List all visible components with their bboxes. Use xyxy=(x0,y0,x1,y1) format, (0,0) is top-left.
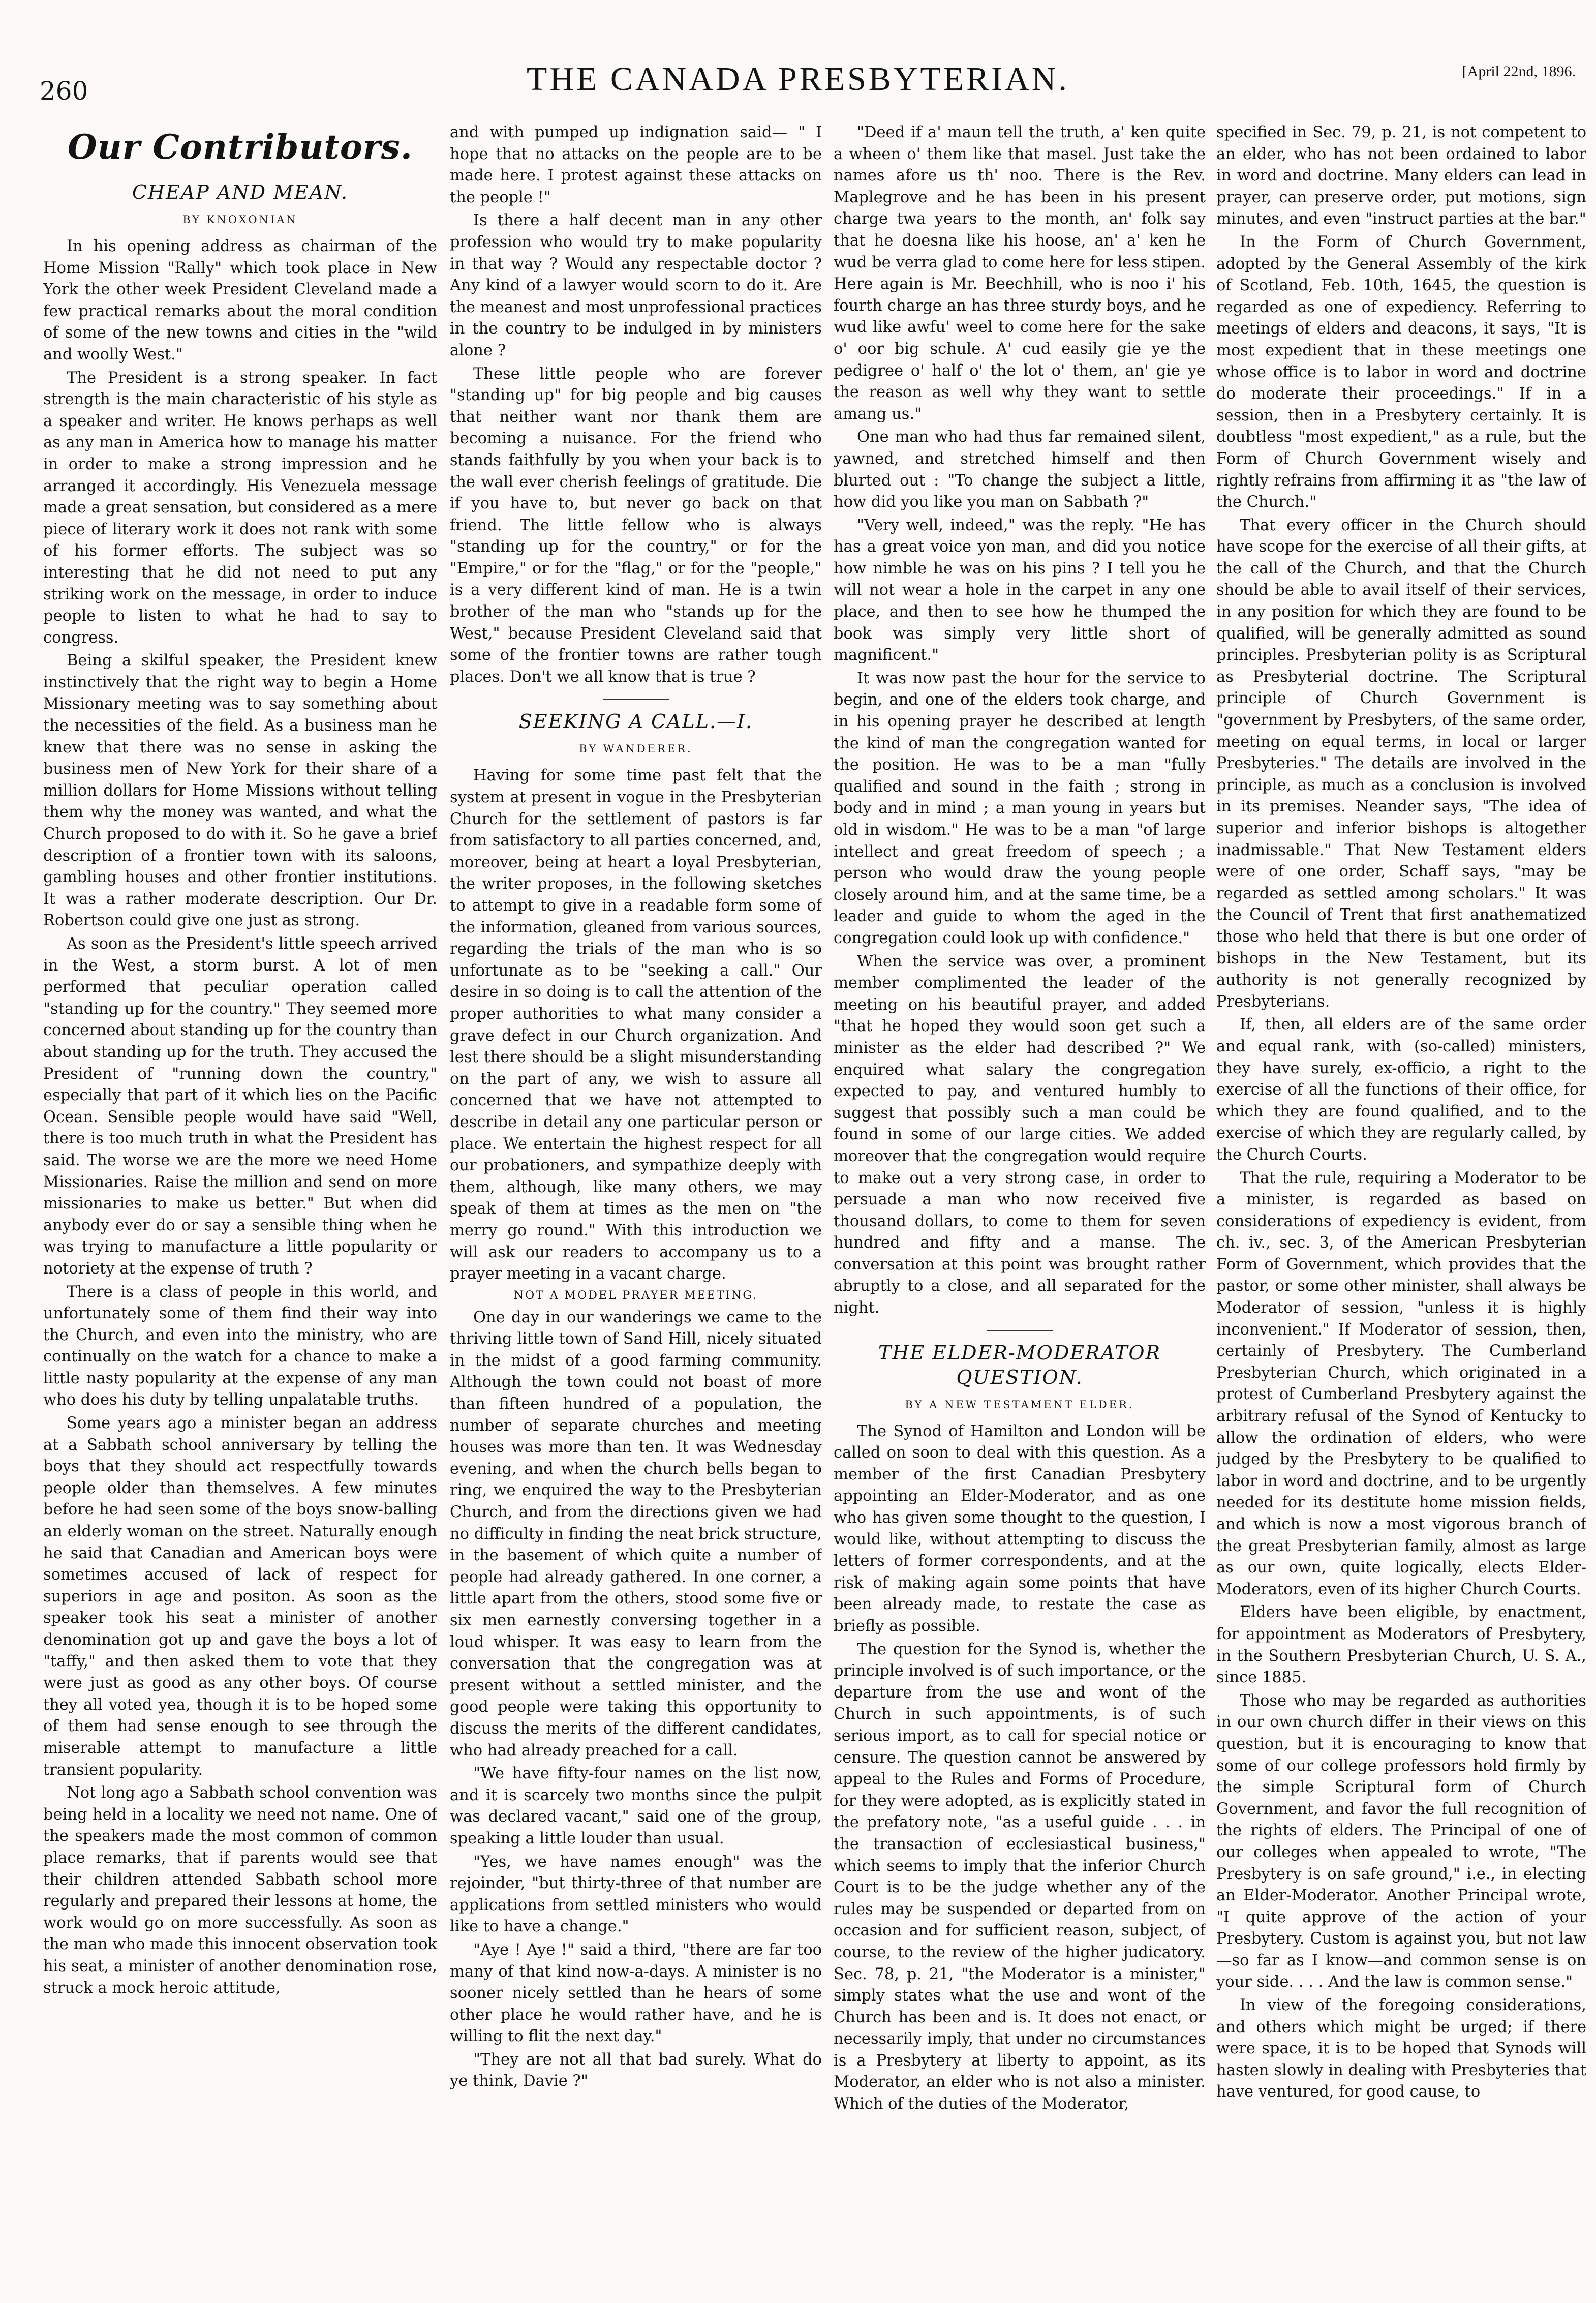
article-title-elder-moderator: THE ELDER-MODERATOR QUESTION. xyxy=(878,1341,1161,1388)
paragraph: specified in Sec. 79, p. 21, is not competent to an elder, who has not been ordained to labor in word and doctrine. Many elders can lead in prayer, can preserve order, put motions, sign minutes, and even "instruct parties at the bar." xyxy=(1216,124,1586,228)
paragraph: When the service was over, a prominent member complimented the leader of the meeting on his beautiful prayer, and added "that he hoped they would soon get such a minister as the elder had described ?" We enquired what salary the congregation expected to pay, and ventured humbly to suggest that possibly such a man could be found in some of our large cities. We added moreover that the congregation would require to make out a very strong case, in order to persuade a man who now received five thousand dollars, to come to them for seven hundred and fifty and a manse. The conversation at this point was brought rather abruptly to a close, and all separated for the night. xyxy=(834,952,1206,1317)
column-3 xyxy=(834,122,1206,2283)
issue-date: [April 22nd, 1896. xyxy=(1462,63,1576,80)
column-2 xyxy=(450,122,822,2283)
paragraph: In his opening address as chairman of the Home Mission "Rally" which took place in New York the other week President Cleveland made a few practical remarks about the moral condition of some of the new towns and cities in the "wild and woolly West." xyxy=(43,237,437,363)
paragraph: "We have fifty-four names on the list now, and it is scarcely two months since the pulpit was declared vacant," said one of the group, speaking a little louder than usual. xyxy=(450,1765,822,1847)
article-title-seeking-a-call: SEEKING A CALL.—I. xyxy=(518,710,753,733)
paragraph: "Aye ! Aye !" said a third, "there are far too many of that kind now-a-days. A minister is no sooner nicely settled than he hears of some other place he would rather have, and he is willing to flit the next day." xyxy=(450,1941,822,2046)
paragraph: Is there a half decent man in any other profession who would try to make popularity in that way ? Would any respectable doctor ? Any kind of a lawyer would scorn to do it. Are the meanest and most unprofessional practices in the country to be indulged in by ministers alone ? xyxy=(450,211,822,359)
paragraph: and with pumped up indignation said— " I hope that no attacks on the people are to be made here. I protest against these attacks on the people !" xyxy=(450,124,822,206)
paragraph: Not long ago a Sabbath school convention was being held in a locality we need not name. One of the speakers made the most common of common place remarks, that if parents would see that their children attended Sabbath school more regularly and prepared their lessons at home, the work would go on more successfully. As soon as the man who made this innocent observation took his seat, a minister of another denomination rose, struck a mock heroic attitude, xyxy=(43,1784,437,1997)
paragraph: These little people who are forever "standing up" for big people and big causes that neither want nor thank them are becoming a nuisance. For the friend who stands faithfully by you when your back is to the wall ever cherish feelings of gratitude. Die if you have to, but never go back on that friend. The little fellow who is always "standing up for the country," or for the "Empire," or for the "flag," or for the "people," is a very different kind of man. He is a twin brother of the man who "stands up for the West," because President Cleveland said that some of the frontier towns are rather tough places. Don't we all know that is true ? xyxy=(450,365,822,686)
masthead: THE CANADA PRESBYTERIAN. xyxy=(527,60,1069,98)
paragraph: If, then, all elders are of the same order and equal rank, with (so-called) ministers, they have surely, ex-officio, a right to the exercise of all the functions of their office, for which they are found qualified, and to the exercise of which they are regularly called, by the Church Courts. xyxy=(1216,1016,1586,1164)
section-title: Our Contributors. xyxy=(68,127,413,167)
column-4 xyxy=(1216,122,1586,2283)
paragraph: The question for the Synod is, whether the principle involved is of such importance, or the departure from the use and wont of the Church in such appointments, is of such serious import, as to call for special notice or censure. The question cannot be answered by appeal to the Rules and Forms of Procedure, for they were adopted, as is explicitly stated in the prefatory note, "as a useful guide . . . in the transaction of ecclesiastical business," which seems to imply that the inferior Church Court is to be the judge whether any of the rules may be suspended or departed from on occasion and for sufficient reason, subject, of course, to the review of the higher judicatory. Sec. 78, p. 21, "the Moderator is a minister," simply states what the use and wont of the Church has been and is. It does not enact, or necessarily imply, that under no circumstances is a Presbytery at liberty to appoint, as its Moderator, an elder who is not also a minister. Which of the duties of the Moderator, xyxy=(834,1640,1206,2113)
paragraph: Having for some time past felt that the system at present in vogue in the Presbyterian Church for the settlement of pastors is far from satisfactory to all parties concerned, and, moreover, being at heart a loyal Presbyterian, the writer proposes, in the following sketches to attempt to give in a readable form some of the information, gleaned from various sources, regarding the trials of the man who is so unfortunate as to be "seeking a call." Our desire in so doing is to call the attention of the proper authorities to what many consider a grave defect in our Church organization. And lest there should be a slight misunderstanding on the part of any, we wish to assure all concerned that we have not attempted to describe in detail any one particular person or place. We entertain the highest respect for all our probationers, and sympathize deeply with them, although, like many others, we may speak of them at times as the men on "the merry go round." With this introduction we will ask our readers to accompany us to a prayer meeting in a vacant charge. xyxy=(450,767,822,1283)
paragraph: One man who had thus far remained silent, yawned, and stretched himself and then blurted out : "To change the subject a little, how did you like you man on Sabbath ?" xyxy=(834,428,1206,511)
paragraph: "Deed if a' maun tell the truth, a' ken quite a wheen o' them like that masel. Just take the names afore us th' noo. There is the Rev. Maplegrove and he has been in his present charge twa years to the month, an' folk say that he doesna like his hoose, an' a' ken he wud be verra glad to come here for less stipen. Here again is Mr. Beechhill, who is noo i' his fourth charge an has three sturdy boys, and he wud like awfu' weel to come here for the sake o' oor big schule. A' cud easily gie ye the pedigree o' half o' the lot o' them, an' gie ye the reason as well why they want to settle amang us." xyxy=(834,124,1206,423)
paragraph: That every officer in the Church should have scope for the exercise of all their gifts, at the call of the Church, and that the Church should be able to avail itself of their services, in any position for which they are found to be qualified, will be generally admitted as sound principles. Presbyterian polity is as Scriptural as Presbyterial doctrine. The Scriptural principle of Church Government is "government by Presbyters, of the same order, meeting on equal terms, in local or larger Presbyteries." The details are involved in the principle, as much as a conclusion is involved in its premises. Neander says, "The idea of superior and inferior bishops is altogether inadmissable." That New Testament elders were of one order, Schaff says, "may be regarded as settled among scholars." It was the Council of Trent that first anathematized those who held that there is but one order of bishops in the New Testament, but its authority is not generally recognized by Presbyterians. xyxy=(1216,516,1586,1011)
paragraph: "Yes, we have names enough" was the rejoinder, "but thirty-three of that number are applications from settled ministers who would like to have a change." xyxy=(450,1853,822,1936)
article-title-cheap-and-mean: CHEAP AND MEAN. xyxy=(132,181,349,203)
subheading-prayer-meeting: NOT A MODEL PRAYER MEETING. xyxy=(513,1289,758,1302)
column-1 xyxy=(43,122,437,2283)
paragraph: One day in our wanderings we came to the thriving little town of Sand Hill, nicely situated in the midst of a good farming community. Although the town could not boast of more than fifteen hundred of a population, the number of separate churches and meeting houses was more than ten. It was Wednesday evening, and when the church bells began to ring, we enquired the way to the Presbyterian Church, and from the directions given we had no difficulty in finding the neat brick structure, in the basement of which quite a number of people had already gathered. In one corner, a little apart from the others, stood some five or six men earnestly conversing together in a loud whisper. It was easy to learn from the conversation that the congregation was at present without a settled minister, and the good people were taking this opportunity to discuss the merits of the different candidates, who had already preached for a call. xyxy=(450,1308,822,1760)
paragraph: As soon as the President's little speech arrived in the West, a storm burst. A lot of men performed that peculiar operation called "standing up for the country." They seemed more concerned about standing up for the country than about standing up for the truth. They accused the President of "running down the country," especially that part of it which lies on the Pacific Ocean. Sensible people would have said "Well, there is too much truth in what the President has said. The worse we are the more we need Home Missionaries. Raise the million and send on more missionaries to make us better." But when did anybody ever do or say a sensible thing when he was trying to manufacture a little popularity or notoriety at the expense of truth ? xyxy=(43,935,437,1278)
byline-new-testament-elder: BY A NEW TESTAMENT ELDER. xyxy=(905,1398,1134,1411)
page-number: 260 xyxy=(40,76,88,106)
paragraph: The President is a strong speaker. In fact strength is the main characteristic of his style as a speaker and writer. He knows perhaps as well as any man in America how to manage his matter in order to make a strong impression and he arranged it accordingly. His Venezuela message made a great sensation, but considered as a mere piece of literary work it does not rank with some of his former efforts. The subject was so interesting that he did not need to put any striking work on the message, in order to induce people to listen to what he had to say to congress. xyxy=(43,369,437,647)
paragraph: Being a skilful speaker, the President knew instinctively that the right way to begin a Home Missionary meeting was to say something about the necessities of the field. As a business man he knew that there was no sense in asking the business men of New York for their share of a million dollars for Home Missions without telling them why the money was wanted, and what the Church proposed to do with it. So he gave a brief description of a frontier town with its saloons, gambling houses and other frontier institutions. It was a rather moderate description. Our Dr. Robertson could give one just as strong. xyxy=(43,652,437,930)
paragraph: "Very well, indeed," was the reply. "He has has a great voice yon man, and did you notice how nimble he was on his pins ? I tell you he will not wear a hole in the carpet in any one place, and then to see how he thumped the book was simply very little short of magnificent." xyxy=(834,516,1206,664)
paragraph: In the Form of Church Government, adopted by the General Assembly of the kirk of Scotland, Feb. 10th, 1645, the question is regarded as one of expediency. Referring to meetings of elders and deacons, it says, "It is most expedient that in these meetings one whose office is to labor in word and doctrine do moderate their proceedings." If in a session, then in a Presbytery certainly. It is doubtless "most expedient," as a rule, but the Form of Church Government wisely and rightly refrains from affirming it as "the law of the Church." xyxy=(1216,233,1586,511)
byline-knoxonian: BY KNOXONIAN xyxy=(182,214,298,226)
paragraph: There is a class of people in this world, and unfortunately some of them find their way into the Church, and even into the ministry, who are continually on the watch for a chance to make a little nasty popularity at the expense of any man who does his duty by telling unpalatable truths. xyxy=(43,1283,437,1409)
paragraph: Those who may be regarded as authorities in our own church differ in their views on this question, but it is encouraging to know that some of our college professors hold firmly by the simple Scriptural form of Church Government, and favor the full recognition of the rights of elders. The Principal of one of our colleges when appealed to wrote, "The Presbytery is on safe ground," i.e., in electing an Elder-Moderator. Another Principal wrote, "I quite approve of the action of your Presbytery. Custom is against you, but not law—so far as I know—and common sense is on your side. . . . And the law is common sense." xyxy=(1216,1691,1586,1991)
paragraph: The Synod of Hamilton and London will be called on soon to deal with this question. As a member of the first Canadian Presbytery appointing an Elder-Moderator, and as one who has given some thought to the question, I would like, without attempting to discuss the letters of former correspondents, and at the risk of making again some points that have been already made, to restate the case as briefly as possible. xyxy=(834,1422,1206,1635)
paragraph: Elders have been eligible, by enactment, for appointment as Moderators of Presbytery, in the Southern Presbyterian Church, U. S. A., since 1885. xyxy=(1216,1603,1586,1687)
paragraph: "They are not all that bad surely. What do ye think, Davie ?" xyxy=(450,2050,822,2090)
article-divider xyxy=(603,699,669,700)
byline-wanderer: BY WANDERER. xyxy=(579,743,693,755)
paragraph: That the rule, requiring a Moderator to be a minister, is regarded as based on considerations of expediency is evident, from ch. iv., sec. 3, of the American Presbyterian Form of Government, which provides that the pastor, or some other minister, shall always be Moderator of session, "unless it is highly inconvenient." If Moderator of session, then, certainly of Presbytery. The Cumberland Presbyterian Church, which originated in a protest of Cumberland Presbytery against the arbitrary refusal of the Synod of Kentucky to allow the ordination of elders, who were judged by the Presbytery to be qualified to labor in word and doctrine, and to be urgently needed for its destitute home mission fields, and which is now a most vigorous branch of the great Presbyterian family, almost as large as our own, quite logically, elects Elder-Moderators, even of its higher Church Courts. xyxy=(1216,1169,1586,1598)
paragraph: Some years ago a minister began an address at a Sabbath school anniversary by telling the boys that they should act respectfully towards people older than themselves. A few minutes before he had seen some of the boys snow-balling an elderly woman on the street. Naturally enough he said that Canadian and American boys were sometimes accused of lack of respect for superiors in age and positon. As soon as the speaker took his seat a minister of another denomination got up and gave the boys a lot of "taffy," and then asked them to vote that they were just as good as any other boys. Of course they all voted yea, though it is to be hoped some of them had sense enough to see through the miserable attempt to manufacture a little transient popularity. xyxy=(43,1414,437,1779)
paragraph: It was now past the hour for the service to begin, and one of the elders took charge, and in his opening prayer he described at length the kind of man the congregation wanted for the position. He was to be a man "fully qualified and sound in the faith ; strong in body and in mind ; a man young in years but old in wisdom." He was to be a man "of large intellect and great freedom of speech ; a person who would draw the young people closely around him, and at the same time, be a leader and guide to whom the aged in the congregation could look up with confidence." xyxy=(834,669,1206,947)
article-divider xyxy=(987,1330,1053,1331)
paragraph: In view of the foregoing considerations, and others which might be urged; if there were space, it is to be hoped that Synods will hasten slowly in dealing with Presbyteries that have ventured, for good cause, to xyxy=(1216,1996,1586,2101)
